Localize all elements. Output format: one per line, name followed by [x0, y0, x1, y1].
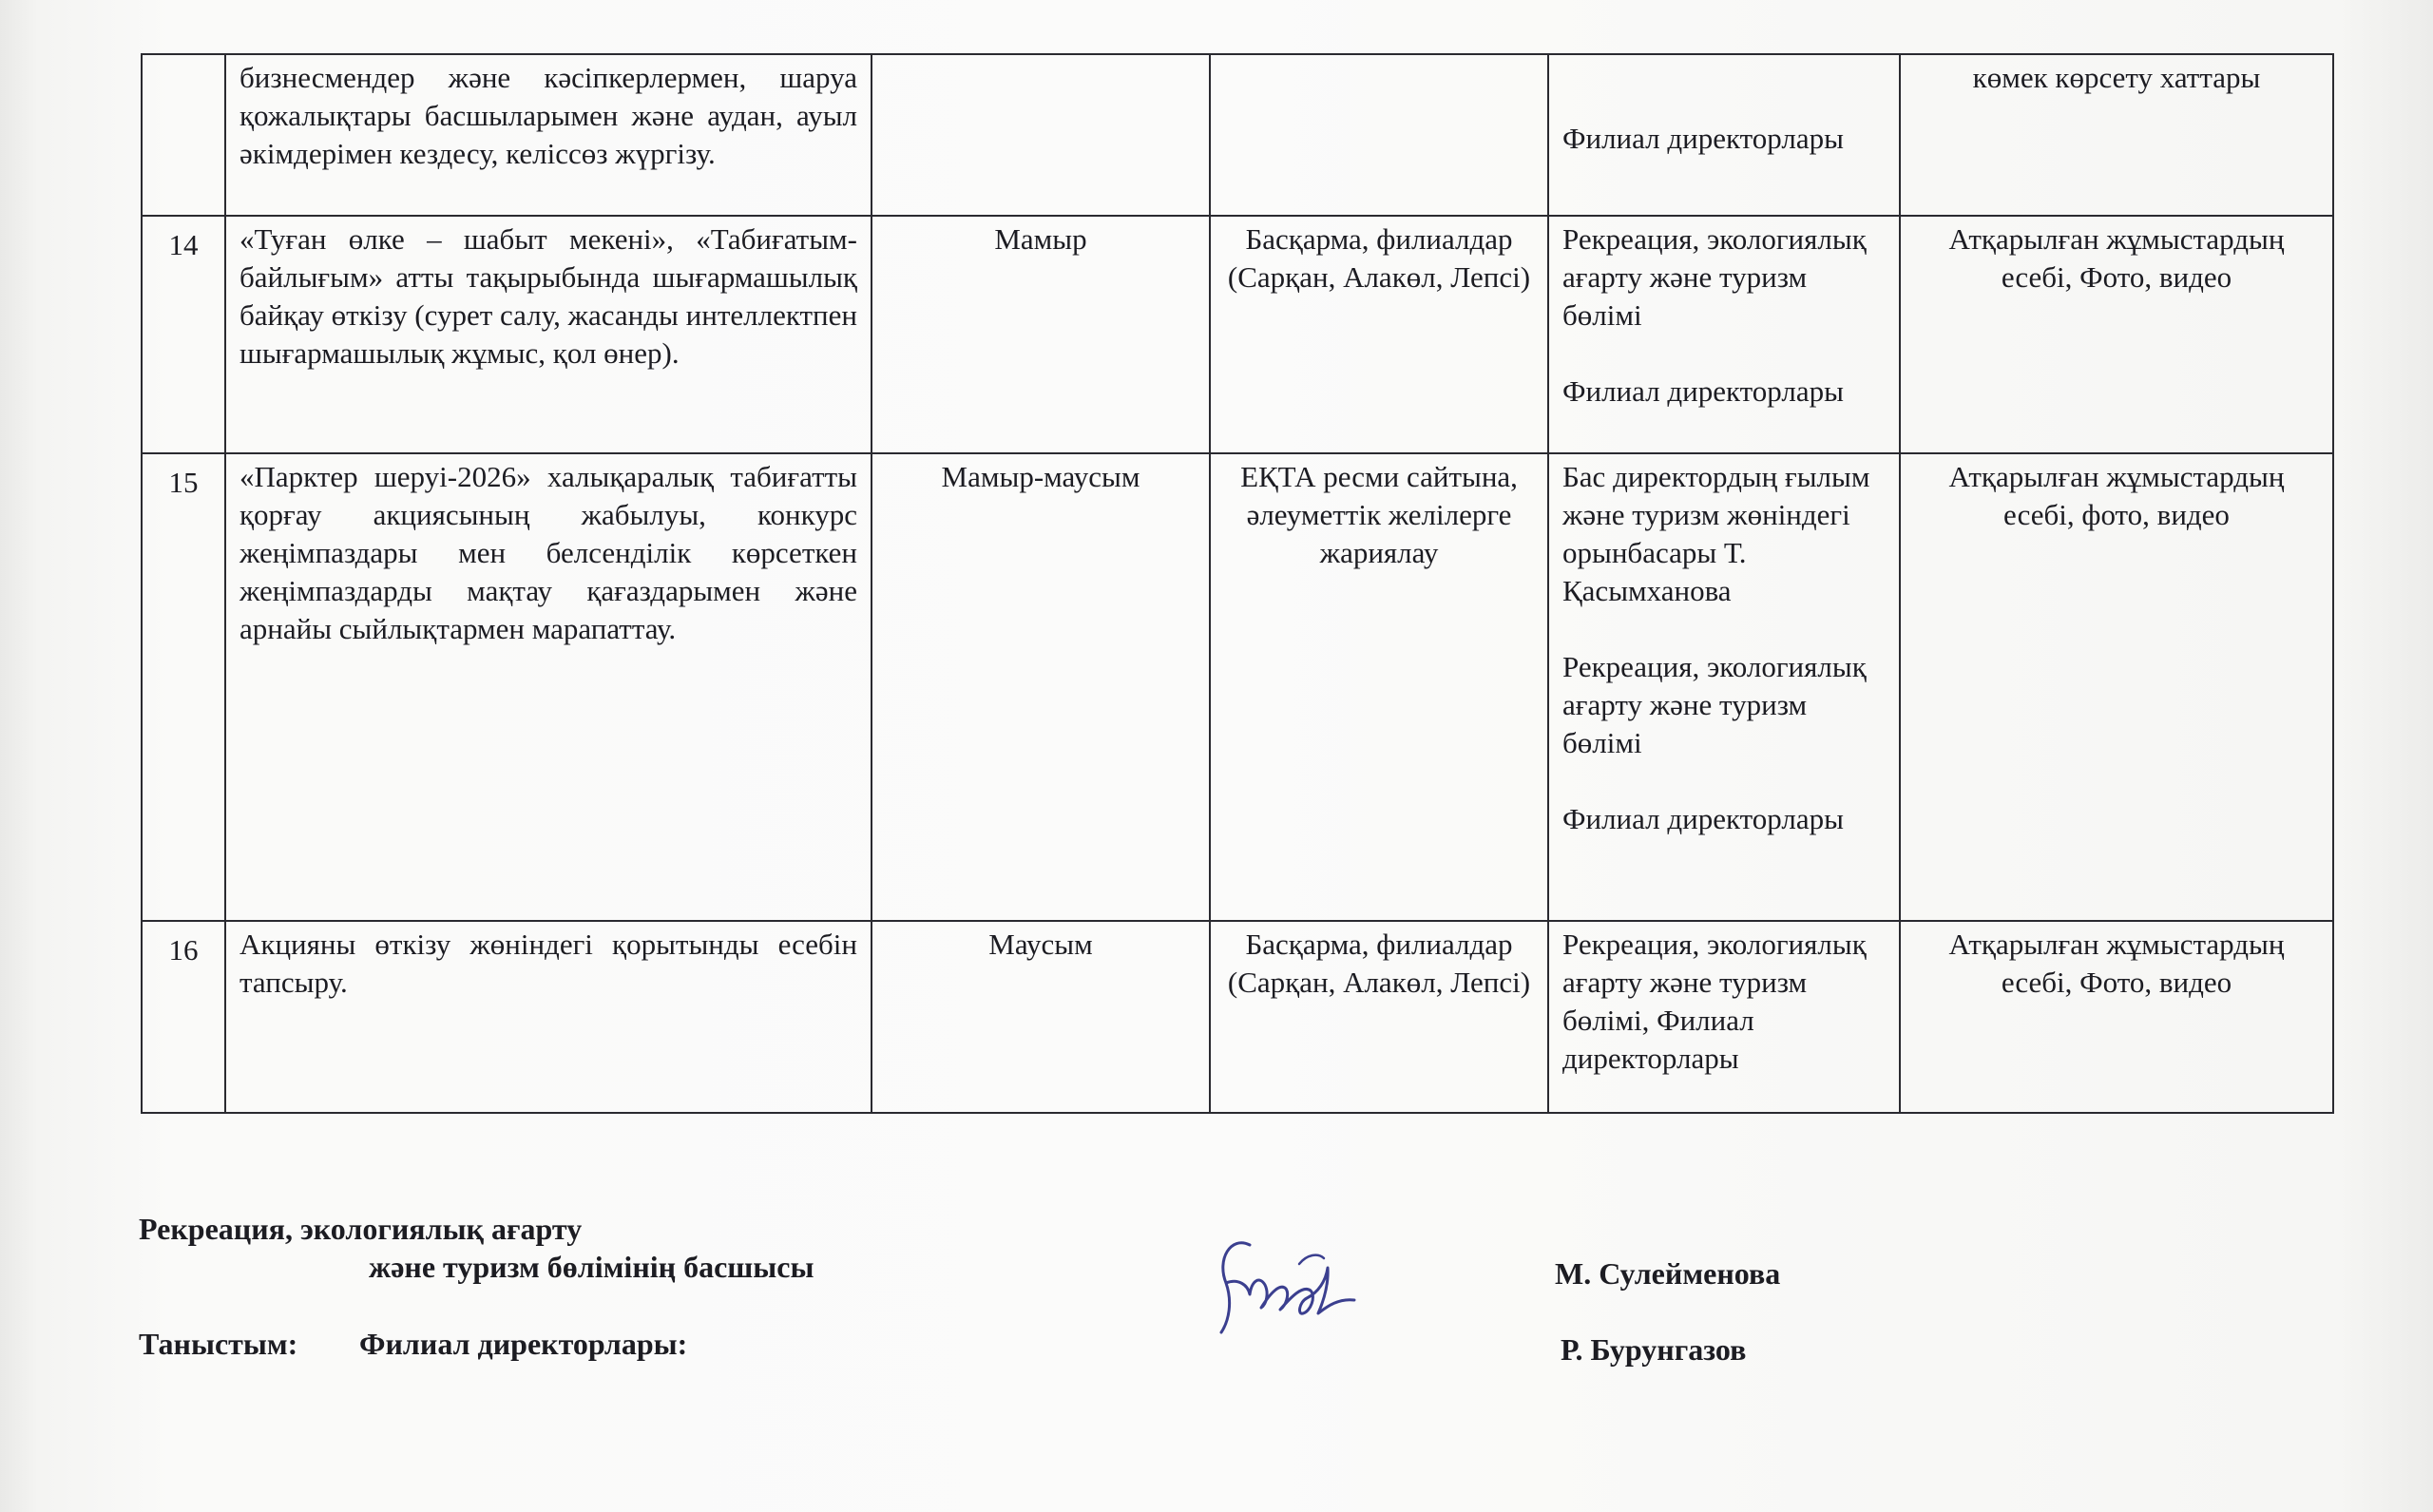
responsible-line: Рекреация, экологиялық ағарту және туризм бөлімі, Филиал директорлары	[1562, 928, 1867, 1075]
result-cell: көмек көрсету хаттары	[1900, 54, 2333, 216]
handwritten-signature-icon	[1212, 1226, 1383, 1349]
table-row	[142, 216, 2333, 453]
result-cell: Атқарылған жұмыстардың есебі, Фото, видео	[1900, 216, 2333, 453]
period-cell	[872, 54, 1210, 216]
row-number: 16	[142, 921, 225, 1113]
dept-title-line2: және туризм бөлімінің басшысы	[369, 1250, 814, 1284]
executor-cell: Басқарма, филиалдар (Сарқан, Алакөл, Лепсі)	[1210, 216, 1548, 453]
responsible-line: Филиал директорлары	[1562, 374, 1844, 408]
row-number	[142, 54, 225, 216]
responsible-cell	[1548, 921, 1900, 1113]
responsible-line: Рекреация, экологиялық ағарту және туризм бөлімі	[1562, 222, 1867, 332]
period-cell: Маусым	[872, 921, 1210, 1113]
row-number: 14	[142, 216, 225, 453]
head-name: М. Сулейменова	[1555, 1256, 1781, 1291]
result-cell: Атқарылған жұмыстардың есебі, фото, видео	[1900, 453, 2333, 921]
acquainted-label: Таныстым:	[139, 1327, 298, 1361]
table-row	[142, 54, 2333, 216]
table-row	[142, 921, 2333, 1113]
executor-cell	[1210, 54, 1548, 216]
responsible-cell	[1548, 453, 1900, 921]
executor-cell: Басқарма, филиалдар (Сарқан, Алакөл, Лепсі)	[1210, 921, 1548, 1113]
event-cell: Акцияны өткізу жөніндегі қорытынды есебін тапсыру.	[225, 921, 872, 1113]
event-cell: «Туған өлке – шабыт мекені», «Табиғатым-байлығым» атты тақырыбында шығармашылық байқау өткізу (сурет салу, жасанды интеллектпен шығармашылық жұмыс, қол өнер).	[225, 216, 872, 453]
responsible-line: Рекреация, экологиялық ағарту және туризм бөлімі	[1562, 650, 1867, 759]
spacer	[1562, 762, 1886, 800]
spacer	[1562, 610, 1886, 648]
responsible-cell	[1548, 216, 1900, 453]
period-cell: Мамыр	[872, 216, 1210, 453]
responsible-line: Филиал директорлары	[1562, 122, 1844, 155]
event-cell: бизнесмендер және кәсіпкерлермен, шаруа қожалықтары басшыларымен және аудан, ауыл әкімдерімен кездесу, келіссөз жүргізу.	[225, 54, 872, 216]
period-cell: Мамыр-маусым	[872, 453, 1210, 921]
directors-label: Филиал директорлары:	[359, 1327, 688, 1361]
responsible-cell	[1548, 54, 1900, 216]
executor-cell: ЕҚТА ресми сайтына, әлеуметтік желілерге жариялау	[1210, 453, 1548, 921]
row-number: 15	[142, 453, 225, 921]
responsible-line: Бас директордың ғылым және туризм жөніндегі орынбасары Т. Қасымханова	[1562, 460, 1870, 607]
plan-table-wrap	[141, 53, 2332, 1114]
table-row	[142, 453, 2333, 921]
result-cell: Атқарылған жұмыстардың есебі, Фото, видео	[1900, 921, 2333, 1113]
director-name: Р. Бурунгазов	[1561, 1332, 1747, 1367]
plan-table	[141, 53, 2334, 1114]
event-cell: «Парктер шеруі-2026» халықаралық табиғатты қорғау акциясының жабылуы, конкурс жеңімпаздары мен белсенділік көрсеткен жеңімпаздарды мақтау қағаздарымен және арнайы сыйлықтармен марапаттау.	[225, 453, 872, 921]
spacer	[1562, 335, 1886, 373]
responsible-line: Филиал директорлары	[1562, 802, 1844, 835]
dept-title-line1: Рекреация, экологиялық ағарту	[139, 1212, 583, 1246]
